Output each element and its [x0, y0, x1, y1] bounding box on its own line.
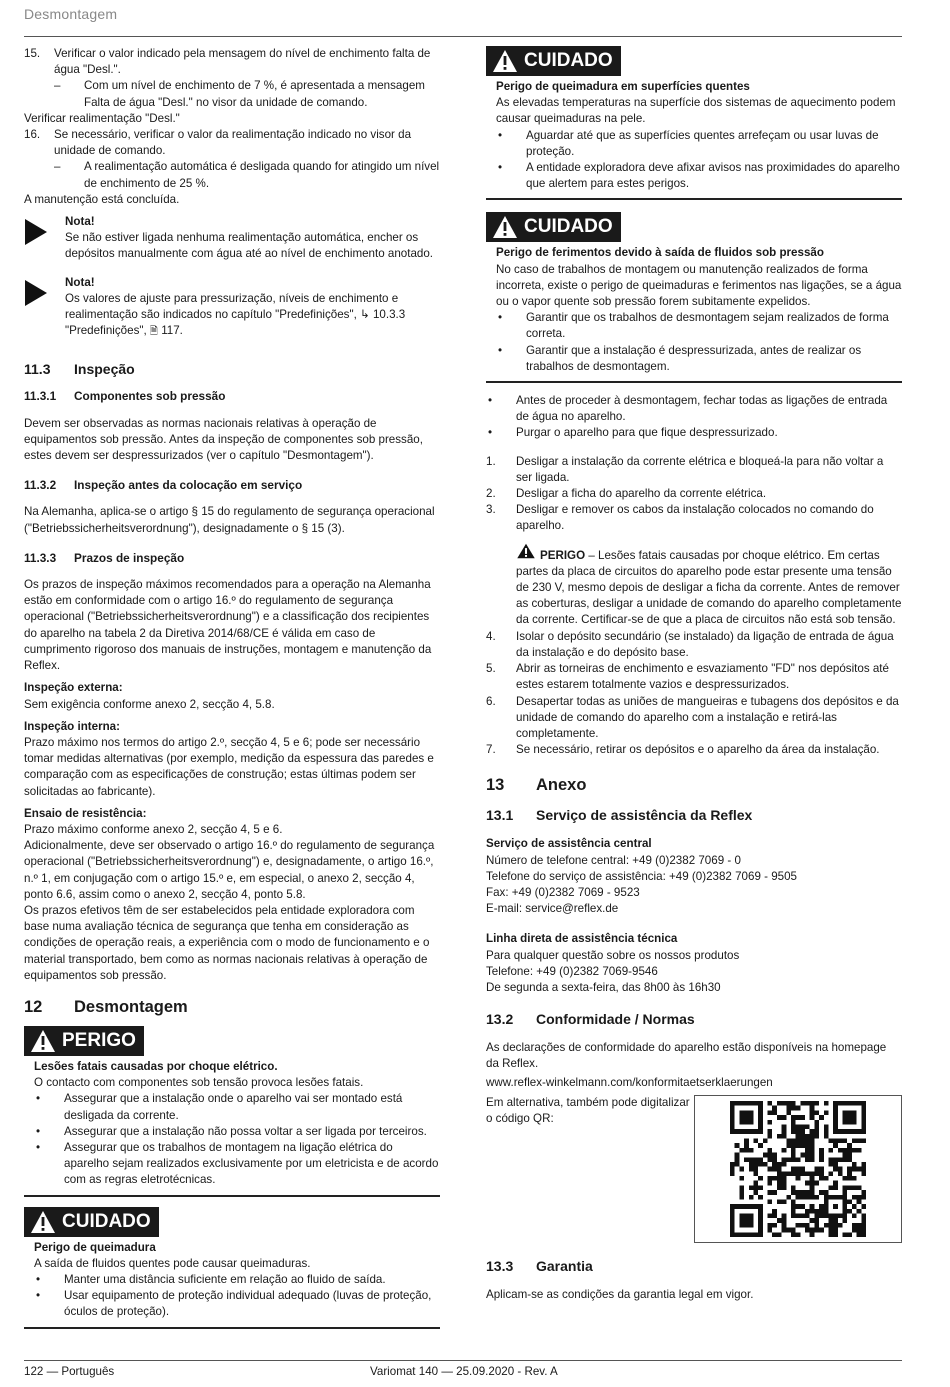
paragraph: Prazo máximo nos termos do artigo 2.º, secção 4, 5 e 6; pode ser necessário tomar medidas alternativas (por exemplo, medição da espessura das paredes e comparação com as especificações de construção; estas últimas podem ser solicitadas ao fabricante). — [24, 735, 434, 798]
step-item: 6. Desapertar todas as uniões de mangueiras e tubagens dos depósitos e da unidade de comando do aparelho com a instalação e retirá-las completamente. — [486, 694, 899, 740]
heading-11-3-1: 11.3.1 Componentes sob pressão — [24, 389, 226, 404]
contact-line: E-mail: service@reflex.de — [486, 902, 619, 916]
danger-box — [24, 1026, 440, 1197]
subheading: Linha direta de assistência técnica — [486, 932, 678, 946]
step-item: 3. Desligar e remover os cabos da instalação colocados no comando do aparelho. — [486, 503, 874, 533]
heading-11-3-3: 11.3.3 Prazos de inspeção — [24, 550, 185, 565]
footer-rule — [24, 1360, 902, 1361]
heading-11-3-2: 11.3.2 Inspeção antes da colocação em serviço — [24, 478, 303, 493]
contact-line: Telefone do serviço de assistência: +49 (0)2382 7069 - 9505 — [486, 869, 797, 883]
heading-13: 13 Anexo — [486, 776, 587, 795]
technical-hotline — [486, 931, 902, 996]
note-2 — [24, 275, 440, 341]
bullet-item: • Assegurar que a instalação não possa voltar a ser ligada por terceiros. — [36, 1124, 427, 1138]
subheading: Inspeção interna: — [24, 719, 120, 733]
heading-13-3: 13.3 Garantia — [486, 1257, 593, 1274]
contact-line: Número de telefone central: +49 (0)2382 7069 - 0 — [486, 853, 741, 867]
step-item: 4. Isolar o depósito secundário (se instalado) da ligação de entrada de água da instalação e do depósito base. — [486, 629, 894, 659]
step-item: 5. Abrir as torneiras de enchimento e esvaziamento "FD" nos depósitos até estes estarem totalmente vazios e despressurizados. — [486, 662, 889, 692]
bullet-item: • Purgar o aparelho para que fique despressurizado. — [488, 426, 778, 440]
contact-line: Fax: +49 (0)2382 7069 - 9523 — [486, 885, 640, 899]
warning-triangle-icon — [492, 49, 518, 73]
warning-title: Perigo de queimadura em superfícies quentes — [496, 80, 750, 93]
paragraph: Devem ser observadas as normas nacionais relativas à operação de equipamentos sob pressão. Antes da inspeção de componentes sob pressão, estes devem ser despressurizados (ver o capítulo "Desmontagem"). — [24, 416, 423, 463]
caution-box — [486, 46, 902, 200]
reference-arrow-icon: ↳ — [360, 308, 370, 322]
contact-line: Para qualquer questão sobre os nossos produtos — [486, 948, 740, 962]
paragraph: Em alternativa, também pode digitalizar o código QR: — [486, 1095, 690, 1125]
qr-row — [486, 1095, 902, 1243]
bullet-item: • Assegurar que a instalação onde o aparelho vai ser montado está desligada da corrente. — [36, 1092, 403, 1122]
heading-12: 12 Desmontagem — [24, 997, 188, 1016]
warning-title: Perigo de ferimentos devido à saída de fluidos sob pressão — [496, 246, 824, 260]
warning-triangle-icon — [516, 543, 536, 559]
paragraph: Adicionalmente, deve ser observado o artigo 16.º do regulamento de segurança operacional ("Betriebssicherheitsverordnung") e, designadamente, o artigo 16.º, n.º 1, em conjugação com o artigo 15.º e, em especial, o anexo 2, secção 4, ponto 6.6, assim como o anexo 2, secção 4, ponto 5.8. — [24, 839, 435, 901]
bullet-item: • Usar equipamento de proteção individual adequado (luvas de proteção, óculos de proteção). — [36, 1289, 432, 1319]
maintenance-done: A manutenção está concluída. — [24, 192, 180, 206]
header-rule — [24, 36, 902, 37]
contact-line: Telefone: +49 (0)2382 7069-9546 — [486, 964, 658, 978]
paragraph: Aplicam-se as condições da garantia legal em vigor. — [486, 1287, 754, 1301]
qr-code — [694, 1095, 902, 1243]
warning-text: As elevadas temperaturas na superfície dos sistemas de aquecimento podem causar queimaduras na pele. — [496, 96, 896, 126]
url-link[interactable]: www.reflex-winkelmann.com/konformitaetserklaerungen — [486, 1075, 773, 1089]
paragraph: As declarações de conformidade do aparelho estão disponíveis na homepage da Reflex. — [486, 1041, 887, 1071]
note-label: Nota! — [65, 215, 95, 229]
bullet-item: • A entidade exploradora deve afixar avisos nas proximidades do aparelho que alertem para estes perigos. — [498, 161, 900, 191]
caution-box — [486, 212, 902, 383]
inline-danger: PERIGO – Lesões fatais causadas por choque elétrico. Em certas partes da placa de circuitos do aparelho pode estar presente uma tensão de 230 V, mesmo depois de desligar a ficha da corrente. Antes de remover as coberturas, desligar a unidade de comando do aparelho completamente da corrente. Certificar-se de que a placa de circuitos não está sob tensão. — [486, 543, 902, 629]
warning-title: Perigo de queimadura — [34, 1240, 156, 1254]
bullet-item: • Manter uma distância suficiente em relação ao fluido de saída. — [36, 1272, 386, 1286]
subheading: Inspeção externa: — [24, 681, 123, 695]
warning-text: O contacto com componentes sob tensão provoca lesões fatais. — [34, 1076, 364, 1090]
left-column — [24, 46, 440, 1329]
paragraph: Sem exigência conforme anexo 2, secção 4, 5.8. — [24, 697, 275, 711]
note-text: Os valores de ajuste para pressurização, níveis de enchimento e realimentação são indicados no capítulo "Predefinições", ↳ 10.3.3 "Predefinições", 🗎 117. — [65, 291, 406, 338]
step-item: 7. Se necessário, retirar os depósitos e o aparelho da área da instalação. — [486, 743, 880, 757]
step-item: 1. Desligar a instalação da corrente elétrica e bloqueá-la para não voltar a ser ligada. — [486, 454, 884, 484]
bullet-item: • Aguardar até que as superfícies quentes arrefeçam ou usar luvas de proteção. — [498, 128, 879, 158]
page-icon: 🗎 — [149, 326, 158, 338]
bullet-item: • Garantir que a instalação é despressurizada, antes de realizar os trabalhos de desmontagem. — [498, 343, 862, 373]
danger-badge: PERIGO — [24, 1026, 144, 1056]
paragraph: Prazo máximo conforme anexo 2, secção 4, 5 e 6. — [24, 822, 283, 836]
subheading: Serviço de assistência central — [486, 837, 652, 851]
heading-13-1: 13.1 Serviço de assistência da Reflex — [486, 807, 753, 824]
step-15-sub: – Com um nível de enchimento de 7 %, é apresentada a mensagem Falta de água "Desl." no visor da unidade de comando. — [54, 79, 425, 109]
arrow-right-icon — [24, 214, 65, 263]
step-item: 2. Desligar a ficha do aparelho da corrente elétrica. — [486, 487, 767, 501]
step-16: 16. Se necessário, verificar o valor da realimentação indicado no visor da unidade de comando. — [24, 128, 412, 158]
warning-text: A saída de fluidos quentes pode causar queimaduras. — [34, 1256, 311, 1270]
central-service — [486, 836, 902, 917]
arrow-right-icon — [24, 275, 65, 341]
page-header: Desmontagem — [24, 6, 118, 22]
subheading: Ensaio de resistência: — [24, 806, 147, 820]
note-label: Nota! — [65, 275, 95, 289]
footer-page: 122 — Português — [24, 1365, 115, 1378]
right-column — [486, 46, 902, 1303]
pre-bullets — [486, 393, 902, 442]
paragraph: Os prazos de inspeção máximos recomendados para a operação na Alemanha estão em conformidade com o artigo 16.º do regulamento de segurança operacional ("Betriebssicherheitsverordnung") e a classificação dos recipientes do aparelho na tabela 2 da Diretiva 2014/68/CE é válida em caso de cumprimento rigoroso dos manuais de instruções, montagem e manutenção da Reflex. — [24, 578, 432, 673]
qr-code-icon — [730, 1101, 866, 1237]
bullet-item: • Garantir que os trabalhos de desmontagem sejam realizados de forma correta. — [498, 311, 889, 341]
heading-11-3: 11.3 Inspeção — [24, 361, 135, 378]
warning-triangle-icon — [30, 1029, 56, 1053]
step-16-sub: – A realimentação automática é desligada quando for atingido um nível de enchimento de 25 %. — [54, 160, 440, 190]
warning-triangle-icon — [492, 215, 518, 239]
caution-box — [24, 1207, 440, 1329]
caution-badge: CUIDADO — [486, 46, 621, 76]
bullet-item: • Antes de proceder à desmontagem, fechar todas as ligações de entrada de água no aparelho. — [488, 394, 888, 424]
caution-badge: CUIDADO — [486, 212, 621, 242]
verify-text: Verificar realimentação "Desl." — [24, 111, 180, 125]
contact-line: De segunda a sexta-feira, das 8h00 às 16h30 — [486, 980, 721, 994]
caution-badge: CUIDADO — [24, 1207, 159, 1237]
note-text: Se não estiver ligada nenhuma realimentação automática, encher os depósitos manualmente com água até ao nível de enchimento anotado. — [65, 231, 434, 261]
step-15: 15. Verificar o valor indicado pela mensagem do nível de enchimento falta de água "Desl.". — [24, 47, 431, 77]
warning-text: No caso de trabalhos de montagem ou manutenção realizados de forma incorreta, existe o perigo de queimaduras e ferimentos nas ligações, se a água ou o vapor quente sob pressão forem subitamente expelidos. — [496, 262, 902, 309]
warning-title: Lesões fatais causadas por choque elétrico. — [34, 1059, 278, 1073]
note-1 — [24, 214, 440, 263]
steps-list — [486, 454, 902, 759]
paragraph: Na Alemanha, aplica-se o artigo § 15 do regulamento de segurança operacional ("Betriebssicherheitsverordnung"), designadamente o § 15 (3). — [24, 505, 435, 535]
paragraph: Os prazos efetivos têm de ser estabelecidos pela entidade exploradora com base numa avaliação técnica de segurança que tenha em consideração as condições de operação reais, a experiência com o modo de funcionamento e o material transportado, bem como as normas nacionais relativas à operação de equipamentos sob pressão. — [24, 903, 430, 982]
heading-13-2: 13.2 Conformidade / Normas — [486, 1011, 695, 1028]
warning-triangle-icon — [30, 1210, 56, 1234]
footer-doc: Variomat 140 — 25.09.2020 - Rev. A — [370, 1365, 558, 1378]
bullet-item: • Assegurar que os trabalhos de montagem na ligação elétrica do aparelho sejam realizados exclusivamente por um eletricista e de acordo com as regras eletrotécnicas. — [36, 1140, 439, 1187]
